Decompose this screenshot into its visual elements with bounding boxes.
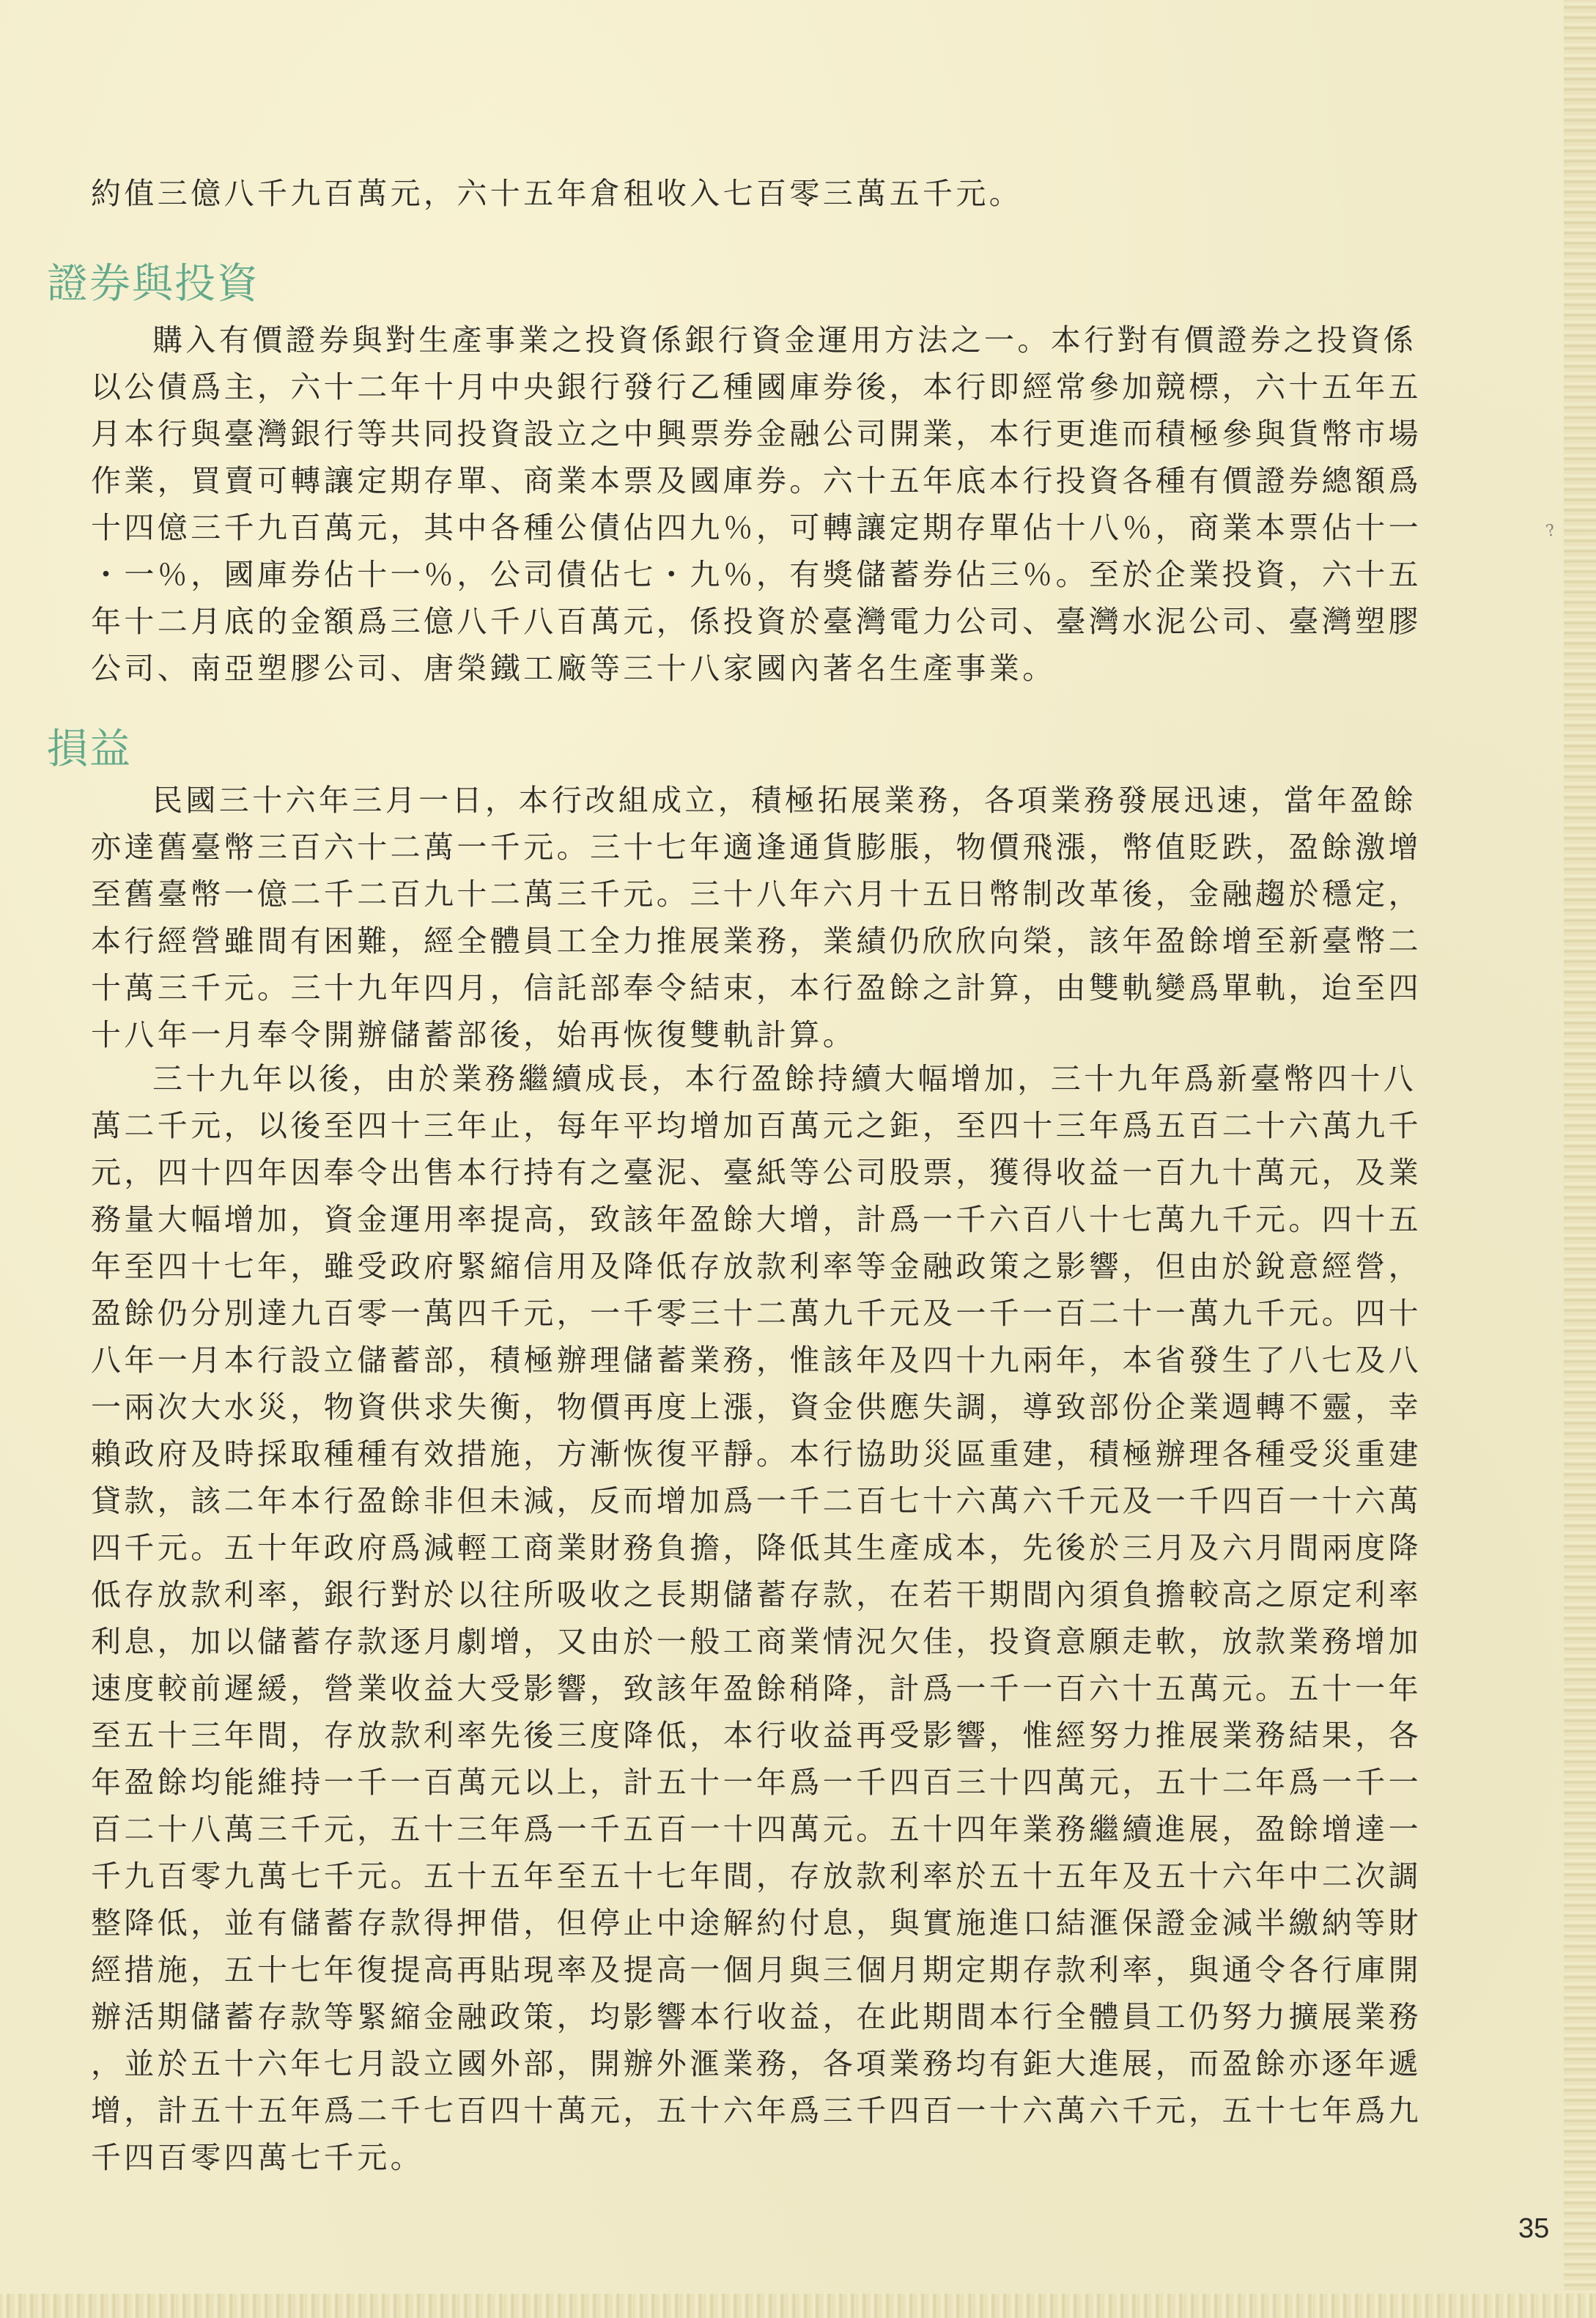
text-line: 至舊臺幣一億二千二百九十二萬三千元。三十八年六月十五日幣制改革後，金融趨於穩定， bbox=[91, 876, 1422, 912]
text-line: 經措施，五十七年復提高再貼現率及提高一個月與三個月期定期存款利率，與通令各行庫開 bbox=[91, 1952, 1422, 1987]
text-line: 以公債爲主，六十二年十月中央銀行發行乙種國庫券後，本行即經常參加競標，六十五年五 bbox=[91, 369, 1422, 405]
text-line: 千九百零九萬七千元。五十五年至五十七年間，存放款利率於五十五年及五十六年中二次調 bbox=[91, 1859, 1422, 1894]
text-line: 三十九年以後，由於業務繼續成長，本行盈餘持續大幅增加，三十九年爲新臺幣四十八 bbox=[152, 1061, 1417, 1096]
text-line: 年盈餘均能維持一千一百萬元以上，計五十一年爲一千四百三十四萬元，五十二年爲一千一 bbox=[91, 1765, 1422, 1800]
scan-edge-right bbox=[1564, 0, 1596, 2318]
text-line: 年至四十七年，雖受政府緊縮信用及降低存放款利率等金融政策之影響，但由於銳意經營， bbox=[91, 1249, 1422, 1284]
text-line: 民國三十六年三月一日，本行改組成立，積極拓展業務，各項業務發展迅速，當年盈餘 bbox=[152, 783, 1417, 818]
text-line: 公司、南亞塑膠公司、唐榮鐵工廠等三十八家國內著名生產事業。 bbox=[91, 651, 1056, 686]
text-line: 辦活期儲蓄存款等緊縮金融政策，均影響本行收益，在此期間本行全體員工仍努力擴展業務 bbox=[91, 1999, 1422, 2034]
text-line: 十萬三千元。三十九年四月，信託部奉令結束，本行盈餘之計算，由雙軌變爲單軌，迨至四 bbox=[91, 970, 1422, 1005]
profit-loss-paragraph-2 bbox=[91, 1055, 1422, 2181]
margin-pencil-mark: ? bbox=[1544, 521, 1557, 541]
text-line: 務量大幅增加，資金運用率提高，致該年盈餘大增，計爲一千六百八十七萬九千元。四十五 bbox=[91, 1202, 1422, 1237]
text-line: 百二十八萬三千元，五十三年爲一千五百一十四萬元。五十四年業務繼續進展，盈餘增達一 bbox=[91, 1812, 1422, 1847]
text-line: 亦達舊臺幣三百六十二萬一千元。三十七年適逢通貨膨脹，物價飛漲，幣值貶跌，盈餘激增 bbox=[91, 830, 1422, 865]
text-line: 元，四十四年因奉令出售本行持有之臺泥、臺紙等公司股票，獲得收益一百九十萬元，及業 bbox=[91, 1155, 1422, 1190]
text-line: ，並於五十六年七月設立國外部，開辦外滙業務，各項業務均有鉅大進展，而盈餘亦逐年遞 bbox=[91, 2046, 1422, 2081]
text-line: 盈餘仍分別達九百零一萬四千元，一千零三十二萬九千元及一千一百二十一萬九千元。四十 bbox=[91, 1296, 1422, 1331]
text-line: 十四億三千九百萬元，其中各種公債佔四九％，可轉讓定期存單佔十八％，商業本票佔十一 bbox=[91, 510, 1422, 545]
text-line: 一兩次大水災，物資供求失衡，物價再度上漲，資金供應失調，導致部份企業週轉不靈，幸 bbox=[91, 1389, 1422, 1425]
text-line: 本行經營雖間有困難，經全體員工全力推展業務，業績仍欣欣向榮，該年盈餘增至新臺幣二 bbox=[91, 923, 1422, 959]
continuation-paragraph bbox=[91, 170, 1022, 217]
profit-loss-paragraph-1 bbox=[91, 777, 1422, 1058]
securities-paragraph bbox=[91, 317, 1422, 692]
text-line: 賴政府及時採取種種有效措施，方漸恢復平靜。本行協助災區重建，積極辦理各種受災重建 bbox=[91, 1436, 1422, 1472]
text-line: 四千元。五十年政府爲減輕工商業財務負擔，降低其生產成本，先後於三月及六月間兩度降 bbox=[91, 1530, 1422, 1565]
page-number: 35 bbox=[1518, 2213, 1550, 2244]
text-line: 約值三億八千九百萬元，六十五年倉租收入七百零三萬五千元。 bbox=[91, 176, 1023, 211]
text-line: 速度較前遲緩，營業收益大受影響，致該年盈餘稍降，計爲一千一百六十五萬元。五十一年 bbox=[91, 1671, 1422, 1706]
section-heading-profit-loss: 損益 bbox=[47, 726, 132, 773]
text-line: 月本行與臺灣銀行等共同投資設立之中興票券金融公司開業，本行更進而積極參與貨幣市場 bbox=[91, 416, 1422, 451]
text-line: 低存放款利率，銀行對於以往所吸收之長期儲蓄存款，在若干期間內須負擔較高之原定利率 bbox=[91, 1577, 1422, 1612]
text-line: 作業，買賣可轉讓定期存單、商業本票及國庫券。六十五年底本行投資各種有價證券總額爲 bbox=[91, 463, 1422, 498]
section-heading-securities-investment: 證券與投資 bbox=[47, 260, 259, 308]
text-line: 萬二千元，以後至四十三年止，每年平均增加百萬元之鉅，至四十三年爲五百二十六萬九千 bbox=[91, 1108, 1422, 1143]
text-line: 千四百零四萬七千元。 bbox=[91, 2140, 424, 2175]
text-line: ・一％，國庫券佔十一％，公司債佔七・九％，有獎儲蓄券佔三％。至於企業投資，六十五 bbox=[91, 557, 1422, 592]
text-line: 十八年一月奉令開辦儲蓄部後，始再恢復雙軌計算。 bbox=[91, 1017, 857, 1052]
text-line: 八年一月本行設立儲蓄部，積極辦理儲蓄業務，惟該年及四十九兩年，本省發生了八七及八 bbox=[91, 1343, 1422, 1378]
text-line: 購入有價證券與對生產事業之投資係銀行資金運用方法之一。本行對有價證券之投資係 bbox=[152, 322, 1417, 358]
text-line: 貸款，該二年本行盈餘非但未減，反而增加爲一千二百七十六萬六千元及一千四百一十六萬 bbox=[91, 1483, 1422, 1518]
text-line: 增，計五十五年爲二千七百四十萬元，五十六年爲三千四百一十六萬六千元，五十七年爲九 bbox=[91, 2093, 1422, 2128]
text-line: 利息，加以儲蓄存款逐月劇增，又由於一般工商業情況欠佳，投資意願走軟，放款業務增加 bbox=[91, 1624, 1422, 1659]
scan-edge-bottom bbox=[0, 2294, 1596, 2318]
text-line: 整降低，並有儲蓄存款得押借，但停止中途解約付息，與實施進口結滙保證金減半繳納等財 bbox=[91, 1905, 1422, 1941]
text-line: 年十二月底的金額爲三億八千八百萬元，係投資於臺灣電力公司、臺灣水泥公司、臺灣塑膠 bbox=[91, 604, 1422, 639]
text-line: 至五十三年間，存放款利率先後三度降低，本行收益再受影響，惟經努力推展業務結果，各 bbox=[91, 1718, 1422, 1753]
